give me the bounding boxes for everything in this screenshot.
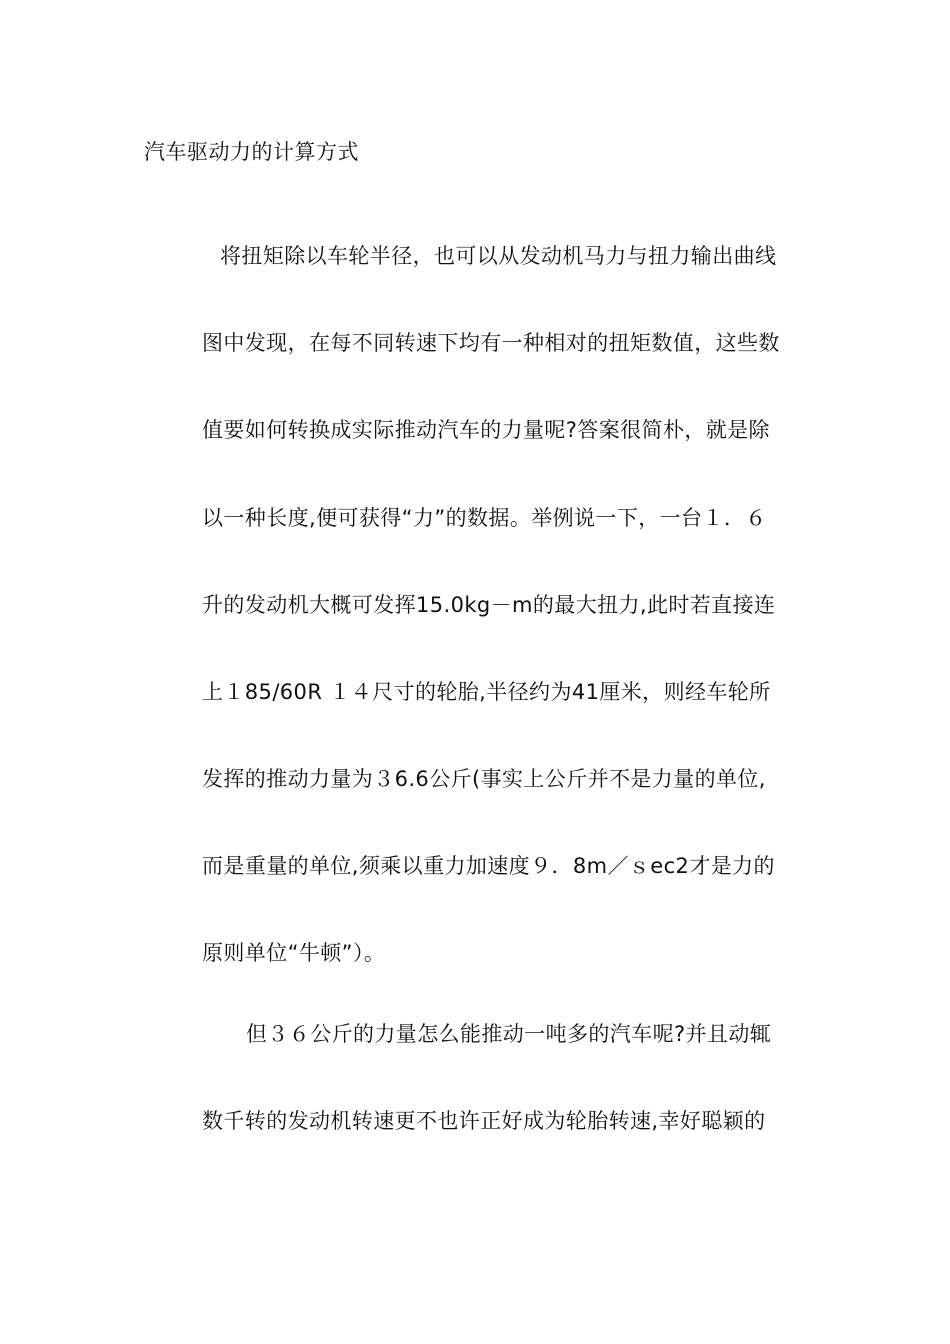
paragraph-1-line-5: 升的发动机大概可发挥15.0kg－m的最大扭力,此时若直接连 (202, 593, 776, 617)
paragraph-2-line-2: 数千转的发动机转速更不也许正好成为轮胎转速,幸好聪颖的 (202, 1109, 766, 1133)
paragraph-2-line-1: 但３６公斤的力量怎么能推动一吨多的汽车呢?并且动辄 (246, 1022, 772, 1046)
paragraph-1-line-3: 值要如何转换成实际推动汽车的力量呢?答案很简朴，就是除 (202, 418, 770, 442)
paragraph-1-line-6: 上１85/60R １４尺寸的轮胎,半径约为41厘米，则经车轮所 (202, 680, 771, 704)
paragraph-1-line-4: 以一种长度,便可获得“力”的数据。举例说一下，一台１．６ (202, 506, 767, 530)
paragraph-1-line-9: 原则单位“牛顿”）。 (202, 941, 386, 965)
paragraph-1-line-7: 发挥的推动力量为３6.6公斤(事实上公斤并不是力量的单位, (202, 767, 766, 791)
paragraph-1-line-8: 而是重量的单位,须乘以重力加速度９．8m／ｓec2才是力的 (202, 854, 775, 878)
paragraph-1-line-1: 将扭矩除以车轮半径，也可以从发动机马力与扭力输出曲线 (220, 244, 777, 268)
paragraph-1-line-2: 图中发现，在每不同转速下均有一种相对的扭矩数值，这些数 (202, 331, 780, 355)
document-title: 汽车驱动力的计算方式 (144, 140, 359, 164)
